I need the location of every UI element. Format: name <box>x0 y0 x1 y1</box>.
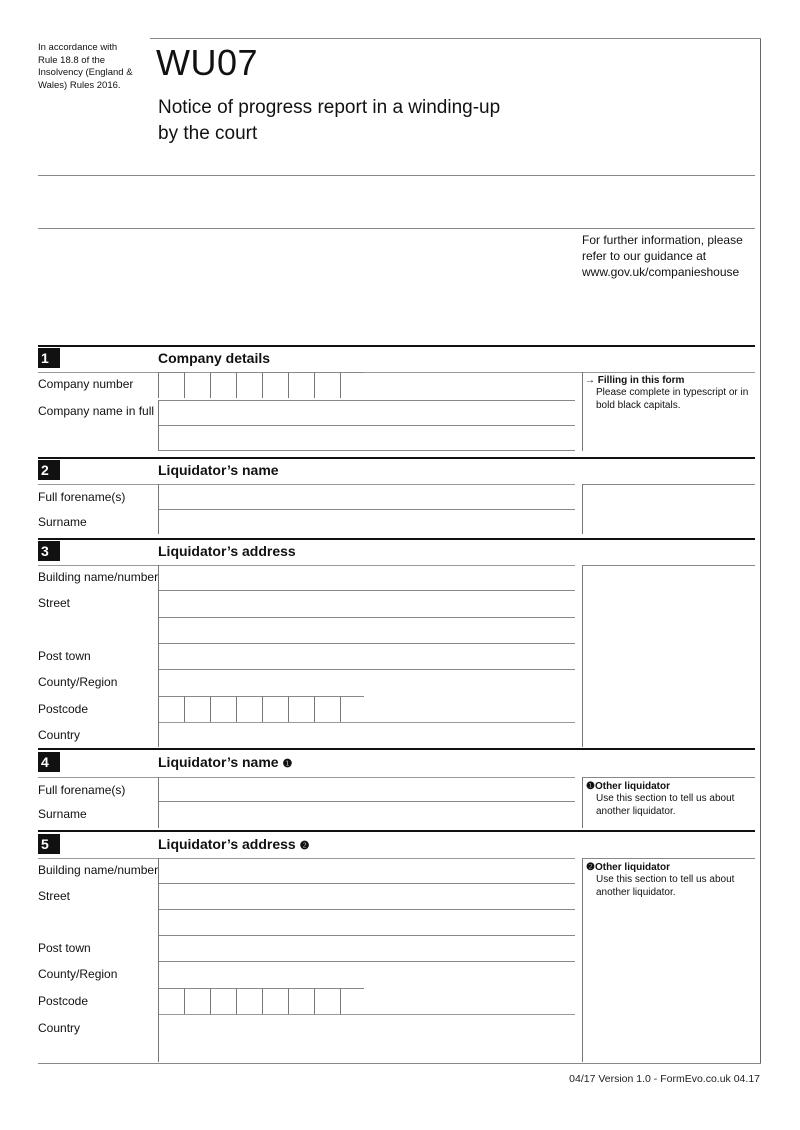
digit-box[interactable] <box>236 372 262 398</box>
postcode-box[interactable] <box>314 696 340 722</box>
footer-version: 04/17 Version 1.0 - FormEvo.co.uk 04.17 <box>569 1073 760 1085</box>
country-label: Country <box>38 1021 81 1035</box>
page-title: Notice of progress report in a winding-up by the court <box>158 97 501 144</box>
surname-label: Surname <box>38 515 87 529</box>
postcode-box[interactable] <box>236 988 262 1014</box>
rule-note: In accordance with Rule 18.8 of the Insolvency (England & Wales) Rules 2016. <box>38 42 133 91</box>
other-liquidator-note-1: ❶Other liquidator Use this section to tell us about another liquidator. <box>582 777 755 828</box>
section-1-rule <box>38 345 755 347</box>
street-field-2[interactable] <box>158 910 575 936</box>
side-box <box>582 565 755 747</box>
side-box <box>582 484 755 534</box>
county-field[interactable] <box>158 962 575 988</box>
section-4-rule <box>38 748 755 750</box>
postcode-box[interactable] <box>236 696 262 722</box>
street-field[interactable] <box>158 591 575 618</box>
section-number: 1 <box>38 348 60 368</box>
section-3-rule <box>38 538 755 540</box>
note-heading: Other liquidator <box>594 862 670 873</box>
country-label: Country <box>38 728 81 742</box>
street-label: Street <box>38 889 71 903</box>
company-name-field-2[interactable] <box>158 426 575 451</box>
county-label: County/Region <box>38 967 118 981</box>
postcode-box[interactable] <box>288 696 314 722</box>
surname-field[interactable] <box>158 802 575 828</box>
postcode-box[interactable] <box>340 988 364 1014</box>
digit-box[interactable] <box>184 372 210 398</box>
street-field-2[interactable] <box>158 618 575 644</box>
note-heading: Filling in this form <box>597 375 685 386</box>
company-name-field[interactable] <box>158 400 575 426</box>
section-number: 2 <box>38 460 60 480</box>
section-number: 5 <box>38 834 60 854</box>
postcode-label: Postcode <box>38 994 89 1008</box>
section-heading: Liquidator’s name ❶ <box>158 754 293 770</box>
postcode-box[interactable] <box>314 988 340 1014</box>
section-heading: Company details <box>158 350 271 366</box>
note-marker-icon: ❷ <box>299 840 310 852</box>
street-field[interactable] <box>158 884 575 910</box>
form-code: WU07 <box>156 42 259 83</box>
surname-label: Surname <box>38 807 87 821</box>
post-town-field[interactable] <box>158 644 575 670</box>
country-field[interactable] <box>158 1014 575 1062</box>
page-bottom-border <box>38 1063 761 1064</box>
postcode-box[interactable] <box>340 696 364 722</box>
header-divider <box>38 175 755 176</box>
other-liquidator-note-2: ❷Other liquidator Use this section to tell us about another liquidator. <box>582 858 755 1062</box>
street-label: Street <box>38 596 71 610</box>
building-label: Building name/number <box>38 570 159 584</box>
forenames-field[interactable] <box>158 777 575 802</box>
postcode-box[interactable] <box>262 696 288 722</box>
postcode-box[interactable] <box>210 988 236 1014</box>
page-top-border <box>150 38 761 39</box>
digit-box[interactable] <box>314 372 340 398</box>
filling-note: → Filling in this form Please complete in typescript or in bold black capitals. <box>582 372 755 451</box>
arrow-icon: → <box>585 375 595 386</box>
post-town-label: Post town <box>38 649 91 663</box>
digit-box[interactable] <box>340 372 364 398</box>
postcode-box[interactable] <box>158 988 184 1014</box>
postcode-box[interactable] <box>262 988 288 1014</box>
section-2-rule <box>38 457 755 459</box>
page-right-border <box>760 38 761 1064</box>
company-number-label: Company number <box>38 377 134 391</box>
forenames-label: Full forename(s) <box>38 490 126 504</box>
postcode-box[interactable] <box>184 988 210 1014</box>
building-field[interactable] <box>158 858 575 884</box>
forenames-label: Full forename(s) <box>38 783 126 797</box>
building-field[interactable] <box>158 565 575 591</box>
building-label: Building name/number <box>38 863 159 877</box>
surname-field[interactable] <box>158 510 575 534</box>
section-heading: Liquidator’s address ❷ <box>158 836 310 852</box>
note-marker-icon: ❷ <box>586 862 595 873</box>
county-label: County/Region <box>38 675 118 689</box>
country-field[interactable] <box>158 722 575 747</box>
company-name-label: Company name in full <box>38 404 155 418</box>
digit-box[interactable] <box>262 372 288 398</box>
post-town-field[interactable] <box>158 936 575 962</box>
digit-box[interactable] <box>288 372 314 398</box>
further-info: For further information, please refer to our guidance at www.gov.uk/companieshouse <box>582 233 743 279</box>
county-field[interactable] <box>158 670 575 696</box>
header-divider-2 <box>38 228 755 229</box>
post-town-label: Post town <box>38 941 91 955</box>
postcode-box[interactable] <box>288 988 314 1014</box>
section-number: 4 <box>38 752 60 772</box>
postcode-box[interactable] <box>158 696 184 722</box>
section-5-rule <box>38 830 755 832</box>
postcode-box[interactable] <box>184 696 210 722</box>
forenames-field[interactable] <box>158 484 575 510</box>
postcode-box[interactable] <box>210 696 236 722</box>
section-heading: Liquidator’s address <box>158 543 296 559</box>
note-heading: Other liquidator <box>594 781 670 792</box>
note-marker-icon: ❶ <box>586 781 595 792</box>
section-number: 3 <box>38 541 60 561</box>
section-heading: Liquidator’s name <box>158 462 279 478</box>
digit-box[interactable] <box>158 372 184 398</box>
postcode-label: Postcode <box>38 702 89 716</box>
note-marker-icon: ❶ <box>282 758 293 770</box>
digit-box[interactable] <box>210 372 236 398</box>
